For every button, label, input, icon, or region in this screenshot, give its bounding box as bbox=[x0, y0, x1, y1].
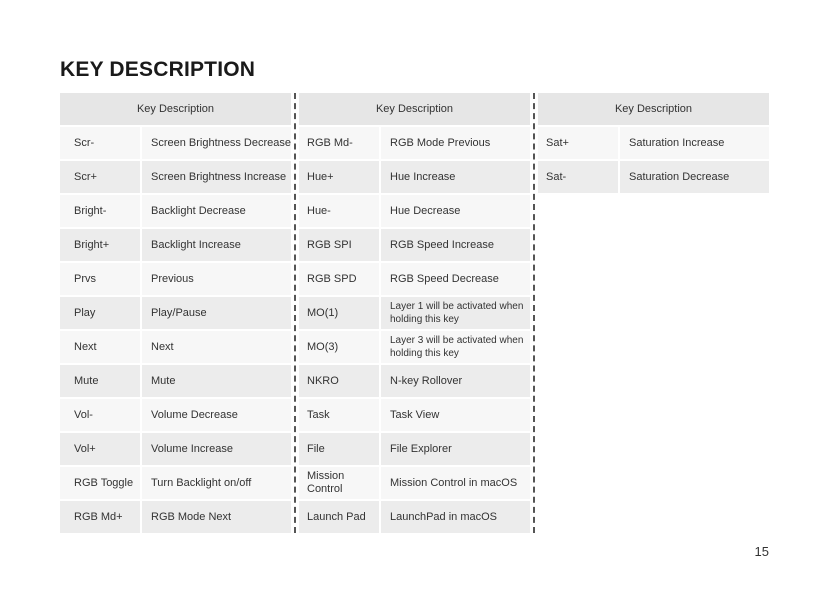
key-table-1 bbox=[60, 93, 291, 535]
description-cell: LaunchPad in macOS bbox=[390, 510, 498, 523]
column-divider bbox=[294, 93, 296, 533]
key-cell: MO(1) bbox=[299, 297, 381, 329]
description-cell: Saturation Decrease bbox=[629, 170, 730, 183]
description-cell: Play/Pause bbox=[151, 306, 207, 319]
description-cell: Previous bbox=[151, 272, 194, 285]
table-row bbox=[299, 433, 530, 465]
key-cell: Vol- bbox=[60, 399, 142, 431]
table-row bbox=[538, 127, 769, 159]
description-cell: Backlight Increase bbox=[151, 238, 241, 251]
key-cell: RGB Md+ bbox=[60, 501, 142, 533]
key-cell: NKRO bbox=[299, 365, 381, 397]
table-row bbox=[299, 501, 530, 533]
table-row bbox=[299, 161, 530, 193]
table-header: Key Description bbox=[299, 93, 530, 125]
table-row bbox=[299, 331, 530, 363]
table-row bbox=[299, 229, 530, 261]
description-cell: Layer 3 will be activated when holding this key bbox=[390, 335, 524, 359]
table-row bbox=[299, 297, 530, 329]
description-cell: Task View bbox=[390, 408, 440, 421]
key-cell: RGB SPD bbox=[299, 263, 381, 295]
table-row bbox=[60, 263, 291, 295]
table-row bbox=[60, 229, 291, 261]
table-row bbox=[60, 399, 291, 431]
description-cell: Screen Brightness Increase bbox=[151, 170, 287, 183]
key-cell: Vol+ bbox=[60, 433, 142, 465]
table-header: Key Description bbox=[60, 93, 291, 125]
table-row bbox=[60, 365, 291, 397]
key-cell: RGB Toggle bbox=[60, 467, 142, 499]
description-cell: Layer 1 will be activated when holding this key bbox=[390, 301, 524, 325]
description-cell: Hue Decrease bbox=[390, 204, 461, 217]
key-cell: Scr- bbox=[60, 127, 142, 159]
key-cell: Bright- bbox=[60, 195, 142, 227]
key-cell: MO(3) bbox=[299, 331, 381, 363]
description-cell: Mute bbox=[151, 374, 176, 387]
key-cell: Hue- bbox=[299, 195, 381, 227]
description-cell: Next bbox=[151, 340, 174, 353]
column-divider bbox=[533, 93, 535, 533]
table-row bbox=[60, 161, 291, 193]
table-row bbox=[60, 195, 291, 227]
key-cell: RGB Md- bbox=[299, 127, 381, 159]
table-row bbox=[299, 195, 530, 227]
table-row bbox=[538, 161, 769, 193]
key-cell: File bbox=[299, 433, 381, 465]
key-cell: Hue+ bbox=[299, 161, 381, 193]
key-cell: Mission Control bbox=[299, 467, 381, 499]
table-row bbox=[299, 365, 530, 397]
key-table-2 bbox=[299, 93, 530, 535]
description-cell: File Explorer bbox=[390, 442, 452, 455]
description-cell: Saturation Increase bbox=[629, 136, 725, 149]
description-cell: N-key Rollover bbox=[390, 374, 463, 387]
table-row bbox=[60, 331, 291, 363]
description-cell: Hue Increase bbox=[390, 170, 456, 183]
key-cell: Sat+ bbox=[538, 127, 620, 159]
key-cell: Sat- bbox=[538, 161, 620, 193]
key-cell: Bright+ bbox=[60, 229, 142, 261]
key-cell: Launch Pad bbox=[299, 501, 381, 533]
table-row bbox=[299, 399, 530, 431]
key-cell: RGB SPI bbox=[299, 229, 381, 261]
table-header: Key Description bbox=[538, 93, 769, 125]
table-row bbox=[299, 263, 530, 295]
table-row bbox=[60, 297, 291, 329]
key-cell: Task bbox=[299, 399, 381, 431]
description-cell: RGB Speed Decrease bbox=[390, 272, 499, 285]
key-cell: Next bbox=[60, 331, 142, 363]
key-cell: Mute bbox=[60, 365, 142, 397]
description-cell: Mission Control in macOS bbox=[390, 476, 518, 489]
key-cell: Prvs bbox=[60, 263, 142, 295]
description-cell: RGB Mode Previous bbox=[390, 136, 491, 149]
description-cell: RGB Mode Next bbox=[151, 510, 232, 523]
table-row bbox=[299, 467, 530, 499]
description-cell: Volume Decrease bbox=[151, 408, 238, 421]
key-table-3 bbox=[538, 93, 769, 195]
key-cell: Play bbox=[60, 297, 142, 329]
table-row bbox=[299, 127, 530, 159]
description-cell: Turn Backlight on/off bbox=[151, 476, 252, 489]
table-row bbox=[60, 467, 291, 499]
description-cell: Screen Brightness Decrease bbox=[151, 136, 292, 149]
key-cell: Scr+ bbox=[60, 161, 142, 193]
page-title: KEY DESCRIPTION bbox=[60, 58, 256, 81]
page-number: 15 bbox=[754, 544, 769, 559]
table-row bbox=[60, 127, 291, 159]
description-cell: RGB Speed Increase bbox=[390, 238, 494, 251]
description-cell: Volume Increase bbox=[151, 442, 233, 455]
table-row bbox=[60, 433, 291, 465]
description-cell: Backlight Decrease bbox=[151, 204, 246, 217]
table-row bbox=[60, 501, 291, 533]
